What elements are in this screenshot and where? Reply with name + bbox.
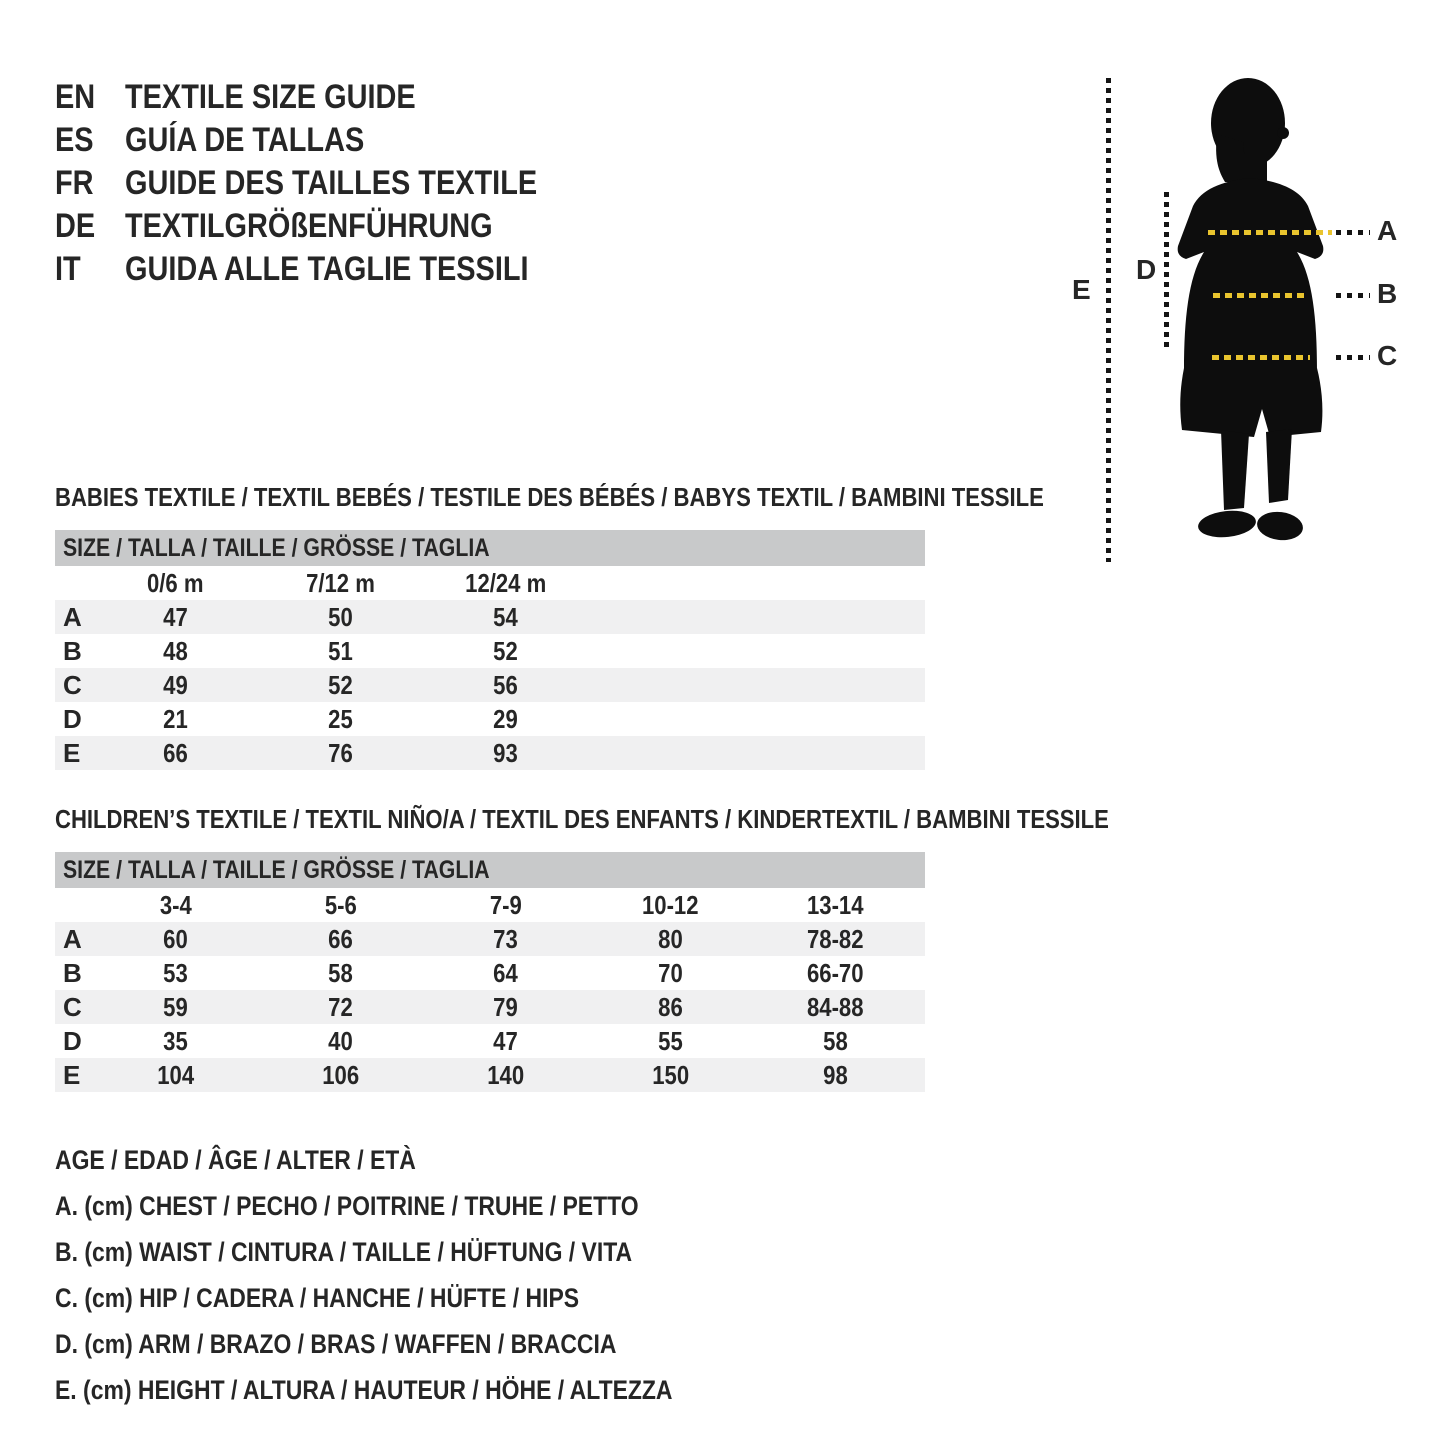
table-row: D 35 40 47 55 58 — [55, 1024, 925, 1058]
row-label: B — [63, 636, 82, 666]
children-col-2: 7-9 — [489, 890, 522, 920]
guide-title-fr: GUIDE DES TAILLES TEXTILE — [125, 164, 538, 202]
row-label: E — [63, 738, 81, 768]
table-row: B 53 58 64 70 66-70 — [55, 956, 925, 990]
table-row: C 49 52 56 — [55, 668, 925, 702]
legend-waist: B. (cm) WAIST / CINTURA / TAILLE / HÜFTUNG / VITA — [55, 1237, 633, 1267]
babies-columns-row — [55, 566, 925, 600]
chest-guide-dots — [1336, 230, 1370, 235]
legend-hip: C. (cm) HIP / CADERA / HANCHE / HÜFTE / HIPS — [55, 1283, 580, 1313]
lang-code: IT — [55, 250, 81, 288]
silhouette-shirt — [1178, 178, 1324, 370]
hip-measure-line — [1212, 355, 1310, 360]
waist-measure-line — [1213, 293, 1305, 298]
children-col-3: 10-12 — [642, 890, 699, 920]
lang-row-de — [55, 205, 610, 248]
babies-col-1: 7/12 m — [306, 568, 375, 598]
children-columns-row — [55, 888, 925, 922]
children-size-header — [55, 852, 925, 888]
chest-measure-line — [1208, 230, 1332, 235]
silhouette-right-leg — [1266, 429, 1292, 503]
guide-title-en: TEXTILE SIZE GUIDE — [125, 78, 416, 116]
label-D: D — [1136, 254, 1157, 285]
label-A: A — [1377, 215, 1398, 246]
table-row: E 104 106 140 150 98 — [55, 1058, 925, 1092]
table-row: B 48 51 52 — [55, 634, 925, 668]
children-col-1: 5-6 — [324, 890, 357, 920]
babies-size-table — [55, 530, 925, 770]
children-col-0: 3-4 — [159, 890, 192, 920]
guide-title-es: GUÍA DE TALLAS — [125, 121, 365, 159]
label-C: C — [1377, 340, 1398, 371]
children-section-title — [55, 804, 1295, 834]
row-label: D — [63, 704, 82, 734]
hip-guide-dots — [1336, 355, 1370, 360]
babies-section-title — [55, 482, 1218, 512]
language-title-block — [55, 76, 610, 291]
lang-row-it — [55, 248, 610, 291]
row-label: C — [63, 992, 82, 1022]
silhouette-right-shoe — [1255, 509, 1304, 542]
child-silhouette — [1173, 76, 1328, 554]
legend-age: AGE / EDAD / ÂGE / ALTER / ETÀ — [55, 1145, 416, 1175]
babies-size-header — [55, 530, 925, 566]
silhouette-left-shoe — [1197, 508, 1257, 540]
waist-guide-dots — [1336, 293, 1370, 298]
babies-col-0: 0/6 m — [147, 568, 204, 598]
silhouette-shorts — [1180, 368, 1322, 437]
guide-title-de: TEXTILGRÖßENFÜHRUNG — [125, 207, 493, 245]
table-row: A 60 66 73 80 78-82 — [55, 922, 925, 956]
legend-height: E. (cm) HEIGHT / ALTURA / HAUTEUR / HÖHE / ALTEZZA — [55, 1375, 673, 1405]
legend-arm: D. (cm) ARM / BRAZO / BRAS / WAFFEN / BRACCIA — [55, 1329, 617, 1359]
babies-col-2: 12/24 m — [464, 568, 547, 598]
row-label: A — [63, 602, 82, 632]
table-row: E 66 76 93 — [55, 736, 925, 770]
lang-code: EN — [55, 78, 96, 116]
table-row: D 21 25 29 — [55, 702, 925, 736]
silhouette-left-leg — [1221, 430, 1249, 510]
lang-code: FR — [55, 164, 94, 202]
children-size-header-text: SIZE / TALLA / TAILLE / GRÖSSE / TAGLIA — [63, 856, 490, 884]
guide-title-it: GUIDA ALLE TAGLIE TESSILI — [125, 250, 529, 288]
babies-section-title-text: BABIES TEXTILE / TEXTIL BEBÉS / TESTILE DES BÉBÉS / BABYS TEXTIL / BAMBINI TESSILE — [55, 482, 1044, 512]
row-label: D — [63, 1026, 82, 1056]
table-row: C 59 72 79 86 84-88 — [55, 990, 925, 1024]
lang-code: DE — [55, 207, 96, 245]
babies-size-header-text: SIZE / TALLA / TAILLE / GRÖSSE / TAGLIA — [63, 534, 490, 562]
lang-row-fr — [55, 162, 610, 205]
label-E: E — [1072, 274, 1091, 305]
row-label: B — [63, 958, 82, 988]
measurement-legend — [55, 1137, 781, 1413]
children-size-table — [55, 852, 925, 1092]
row-label: E — [63, 1060, 81, 1090]
lang-row-en — [55, 76, 610, 119]
table-row: A 47 50 54 — [55, 600, 925, 634]
lang-row-es — [55, 119, 610, 162]
label-B: B — [1377, 278, 1398, 309]
lang-code: ES — [55, 121, 94, 159]
children-col-4: 13-14 — [807, 890, 864, 920]
children-section-title-text: CHILDREN’S TEXTILE / TEXTIL NIÑO/A / TEXTIL DES ENFANTS / KINDERTEXTIL / BAMBINI TESSILE — [55, 804, 1109, 834]
arm-guide-line-D — [1164, 192, 1169, 348]
measurement-figure — [1040, 60, 1445, 600]
legend-chest: A. (cm) CHEST / PECHO / POITRINE / TRUHE / PETTO — [55, 1191, 639, 1221]
row-label: C — [63, 670, 82, 700]
row-label: A — [63, 924, 82, 954]
